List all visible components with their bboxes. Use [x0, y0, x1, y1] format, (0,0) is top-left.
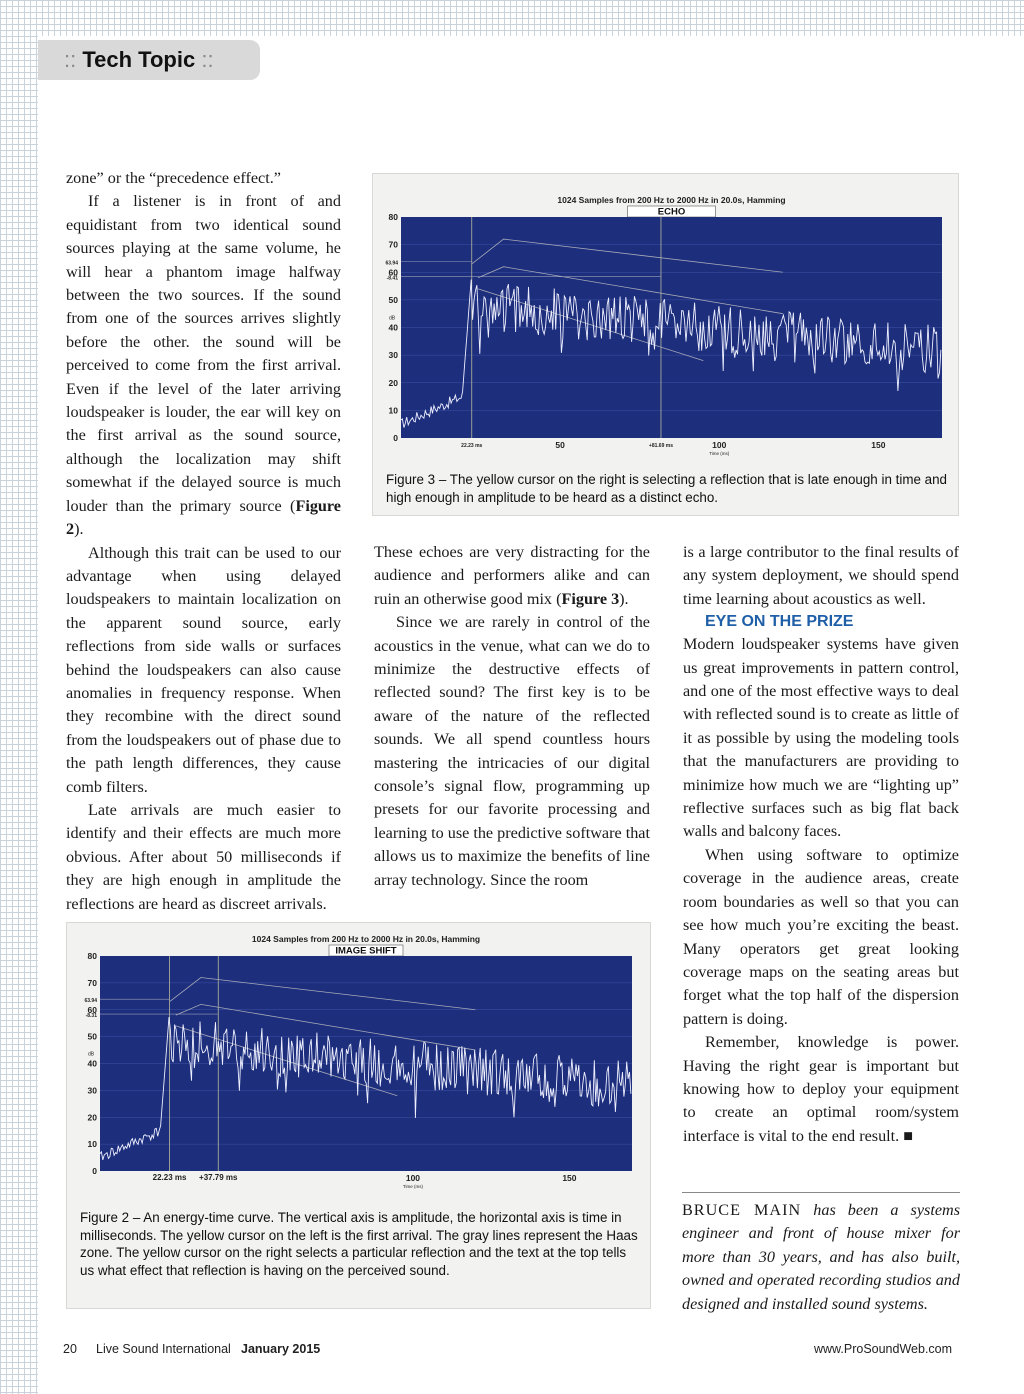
column-2	[374, 541, 650, 892]
y-tick-label: 50	[87, 1031, 97, 1042]
col3-p3: When using software to optimize coverage in the audience areas, create room boundaries as well so that you can see how much you’re exciting the beast. Many operators get great looking coverage maps on the seating areas but forget what the top half of the dispersion pattern is doing.	[683, 845, 959, 1028]
figure-3-caption: Figure 3 – The yellow cursor on the right is selecting a reflection that is late enough in time and high enough in amplitude to be heard as a distinct echo.	[386, 472, 947, 505]
column-1	[66, 167, 341, 916]
col1-p4: Late arrivals are much easier to identify and their effects are much more obvious. After about 50 milliseconds if they are high enough in amplitude the reflections are heard as discreet arrivals.	[66, 800, 341, 913]
y-tick-label: 80	[388, 212, 398, 222]
col2-p2: Since we are rarely in control of the acoustics in the venue, what can we do to minimize the destructive effects of reflected sound? The first key is to be aware of the nature of the reflected sounds. We all spend countless hours mastering the intricacies of our digital console’s signal flow, programming up presets for our favorite processing and learning to use the predictive software that allows us to maximize the benefits of line array technology. Since the room	[374, 613, 650, 889]
figure-2-caption: Figure 2 – An energy-time curve. The vertical axis is amplitude, the horizontal axis is time in milliseconds. The yellow cursor on the left is the first arrival. The gray lines represent the Haas zone. The yellow cursor on the right selects a particular reflection and the text at the top tells us what effect that reflection is having on the perceived sound.	[80, 1210, 638, 1278]
x-tick-label: 100	[405, 1173, 421, 1183]
chart-title: 1024 Samples from 200 Hz to 2000 Hz in 20.0s, Hamming	[557, 195, 786, 205]
y-tick-label: -8.31	[85, 1013, 97, 1020]
section-tab	[38, 40, 260, 80]
y-tick-label: 80	[87, 951, 97, 961]
y-tick-label: 20	[388, 377, 398, 388]
y-tick-label: 20	[87, 1112, 97, 1123]
y-axis-label: dB	[88, 1051, 95, 1058]
grid-margin	[0, 0, 38, 1394]
chart-title: 1024 Samples from 200 Hz to 2000 Hz in 20.0s, Hamming	[251, 934, 481, 944]
y-tick-label: 0	[92, 1166, 97, 1176]
x-tick-label: 150	[562, 1173, 577, 1183]
y-axis-label: dB	[389, 315, 396, 322]
col3-p1: is a large contributor to the final results of any system deployment, we should spend time learning about acoustics as well.	[683, 543, 959, 608]
y-tick-label: 10	[87, 1139, 97, 1150]
tab-suffix: ::	[201, 47, 214, 72]
y-tick-label: 70	[87, 977, 97, 988]
figure-2-chart	[67, 923, 652, 1203]
y-tick-label: 30	[388, 350, 398, 361]
issue-date: January 2015	[241, 1342, 321, 1356]
y-tick-label: 70	[388, 239, 398, 250]
website-link[interactable]: www.ProSoundWeb.com	[814, 1342, 953, 1356]
page-number: 20	[63, 1342, 77, 1356]
y-tick-label: -8.41	[386, 275, 398, 282]
figure-3-chart	[373, 174, 960, 464]
col3-p4: Remember, knowledge is power. Having the right gear is important but knowing how to deploy your equipment to create an optimal room/system interface is vital to the end result. ■	[683, 1033, 959, 1145]
x-tick-label: 100	[712, 440, 727, 450]
y-tick-label: 63.94	[84, 998, 97, 1005]
cursor-2-label: +81.69 ms	[648, 443, 673, 449]
section-heading: EYE ON THE PRIZE	[705, 613, 854, 631]
effect-badge: IMAGE SHIFT	[335, 945, 397, 957]
section-title: Tech Topic	[82, 47, 196, 72]
figure-3	[372, 173, 959, 516]
x-tick-label: 150	[871, 440, 886, 450]
effect-badge: ECHO	[657, 206, 686, 218]
author-bio	[682, 1192, 960, 1316]
y-tick-label: 60	[388, 267, 398, 278]
cursor-1-label: 22.23 ms	[461, 443, 483, 449]
col2-p1: These echoes are very distracting for the audience and performers alike and can ruin an otherwise good mix (Figure 3).	[374, 543, 650, 608]
x-axis-label: Time (ms)	[402, 1184, 423, 1189]
cursor-2-label: +37.79 ms	[199, 1173, 238, 1182]
column-3	[683, 541, 959, 1148]
publication-name: Live Sound International	[96, 1342, 231, 1356]
col1-p2: If a listener is in front of and equidistant from two identical sound sources playing at the same volume, he will hear a phantom image halfway between the two sources. If the sound from one of the sources arrives slightly before the other. the sound will be perceived to come from the first arrival. Even if the level of the later arriving loudspeaker is louder, the ear will key on the first arrival as the sound source, although the localization may shift somewhat if the delayed source is much louder than the primary source (Figure 2).	[66, 192, 341, 539]
y-tick-label: 40	[388, 322, 398, 333]
col1-p3: Although this trait can be used to our advantage when using delayed loudspeakers to maintain localization on the apparent sound source, early reflections from side walls or surfaces behind the loudspeakers can also cause anomalies in frequency response. When they recombine with the direct sound from the loudspeakers out of phase due to the path length differences, they cause comb filters.	[66, 543, 341, 796]
figure-3-ref: Figure 3	[561, 589, 620, 608]
y-tick-label: 50	[388, 294, 398, 305]
col3-p2: Modern loudspeaker systems have given us great improvements in pattern control, and one of the most effective ways to deal with reflected sound is to create as little of it as possible by using the modeling tools that the manufacturers are providing to minimize how much we are “lighting up” reflective surfaces such as big flat back walls and balcony faces.	[683, 635, 959, 841]
y-tick-label: 30	[87, 1085, 97, 1096]
y-tick-label: 40	[87, 1058, 97, 1069]
tab-prefix: ::	[64, 47, 77, 72]
y-tick-label: 60	[87, 1004, 97, 1015]
y-tick-label: 63.94	[385, 260, 398, 267]
author-name: BRUCE MAIN	[682, 1201, 802, 1219]
cursor-1-label: 22.23 ms	[152, 1173, 187, 1182]
col1-p1: zone” or the “precedence effect.”	[66, 169, 281, 187]
figure-2	[66, 922, 651, 1309]
x-tick-label: 50	[555, 440, 565, 450]
grid-top-band	[0, 0, 1024, 36]
author-bio-text: has been a systems engineer and front of house mixer for more than 30 years, and has also built, owned and operated recording studios and designed and installed sound systems.	[682, 1201, 961, 1313]
y-tick-label: 10	[388, 405, 398, 416]
y-tick-label: 0	[393, 433, 398, 443]
x-axis-label: Time (ms)	[709, 451, 730, 456]
figure-2-ref: Figure 2	[66, 496, 341, 539]
